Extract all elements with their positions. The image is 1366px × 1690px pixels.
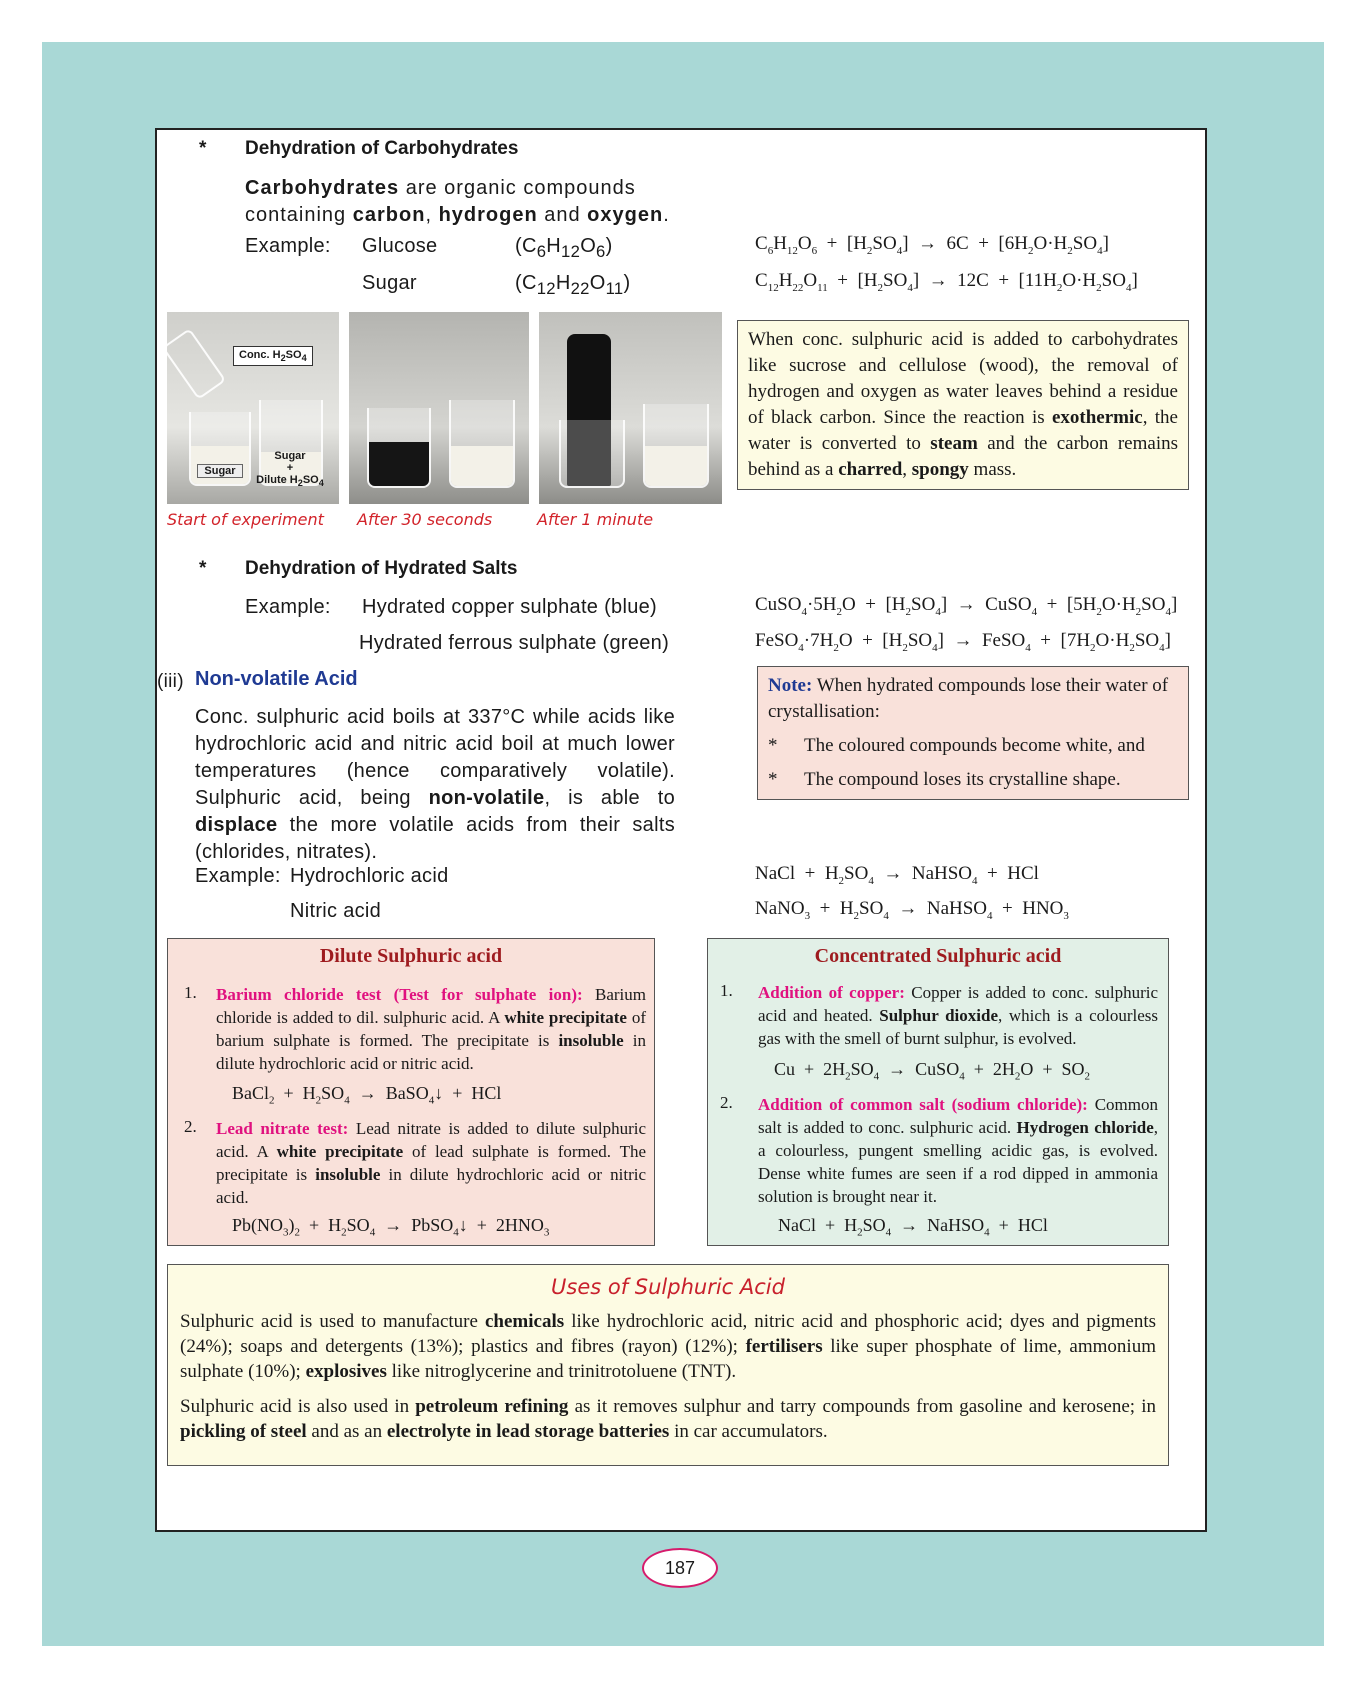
- glucose-formula: $(C_6H_{12}O_6)$: [515, 235, 613, 261]
- text: in dilute hydrochloric acid or nitric acid.: [216, 1031, 646, 1073]
- sugar-tag: Sugar: [197, 464, 243, 478]
- text: Lead nitrate is added to dilute sulphuric acid. A: [216, 1119, 646, 1161]
- item-number: 1.: [184, 983, 197, 1002]
- info-box-charring: [737, 320, 1189, 490]
- bold-exothermic: exothermic: [1051, 407, 1143, 428]
- note-item-text: The coloured compounds become white, and: [804, 735, 1145, 756]
- text: and the carbon remains behind as a: [748, 433, 1178, 480]
- photo-panel-start: [167, 312, 339, 504]
- control-beaker: [449, 400, 515, 488]
- bold: white precipitate: [276, 1142, 404, 1161]
- text: the more volatile acids from their salts (chlorides, nitrates).: [195, 814, 675, 863]
- note-item-text: The compound loses its crystalline shape.: [804, 769, 1121, 790]
- bold-carbon: carbon: [352, 204, 426, 226]
- text: and as an: [306, 1421, 387, 1442]
- bold: Sulphur dioxide: [879, 1006, 998, 1025]
- text: When hydrated compounds lose their water of crystallisation:: [768, 675, 1169, 722]
- bold: electrolyte in lead storage batteries: [386, 1421, 670, 1442]
- text: as it removes sulphur and tarry compounds from gasoline and kerosene; in: [568, 1396, 1156, 1417]
- caption-1min: After 1 minute: [537, 510, 654, 529]
- conc-h2so4-label: Conc. $H_2SO_4$: [233, 346, 313, 366]
- tag-line: +: [286, 462, 294, 474]
- black-beaker: [559, 420, 625, 488]
- bold: chemicals: [485, 1311, 565, 1332]
- ferrous-sulphate-equation: $FeSO_4\cdot 7H_2O + [H_2SO_4]$ → FeSO$_4$ + $[7H_2O\cdot H_2SO_4]$: [755, 630, 1171, 654]
- copper-sulphate-label: Hydrated copper sulphate (blue): [362, 596, 658, 618]
- carbohydrates-intro: [245, 175, 715, 229]
- bold-steam: steam: [930, 433, 978, 454]
- tag-line: Dilute $H_2SO_4$: [256, 474, 324, 489]
- experiment-photo: [167, 312, 722, 504]
- text: ,: [425, 204, 439, 226]
- text: of lead sulphate is formed. The precipitate is: [216, 1142, 647, 1184]
- bullet: *: [199, 138, 207, 159]
- uses-title: Uses of Sulphuric Acid: [551, 1275, 785, 1299]
- dilute-acid-box: [167, 938, 655, 1246]
- bold-spongy: spongy: [911, 459, 969, 480]
- bold-hydrogen: hydrogen: [438, 204, 538, 226]
- bullet: *: [199, 558, 207, 579]
- example-label: Example:: [245, 596, 331, 618]
- section-heading-nonvolatile: Non-volatile Acid: [195, 668, 358, 690]
- section-heading-hydrated: Dehydration of Hydrated Salts: [245, 558, 518, 579]
- text: Barium chloride is added to dil. sulphuric acid. A: [216, 985, 646, 1027]
- concentrated-acid-box: [707, 938, 1169, 1246]
- charring-beaker: [367, 408, 431, 488]
- bold: insoluble: [315, 1165, 381, 1184]
- sugar-equation: $C_{12}H_{22}O_{11} + [H_2SO_4] \to 12C + [11H_2O\cdot H_2SO_4]$: [755, 270, 1138, 294]
- bold: petroleum refining: [415, 1396, 569, 1417]
- sugar-label: Sugar: [362, 272, 417, 294]
- copper-test-text: [758, 981, 1158, 1050]
- caption-start: Start of experiment: [167, 510, 324, 529]
- glucose-equation: $C_6H_{12}O_6 + [H_2SO_4] \to 6C + [6H_2O\cdot H_2SO_4]$: [755, 233, 1109, 257]
- carbohydrates-bold: Carbohydrates: [245, 177, 400, 199]
- test-heading: Addition of common salt (sodium chloride):: [758, 1095, 1088, 1114]
- text: like hydrochloric acid, nitric acid and phosphoric acid; dyes and pigments (24%); soaps and detergents (13%); plastics and fibres (rayon) (12%);: [180, 1311, 1157, 1357]
- text: Copper is added to conc. sulphuric acid and heated.: [758, 983, 1158, 1025]
- bold-charred: charred: [838, 459, 903, 480]
- test-heading: Barium chloride test (Test for sulphate ion):: [216, 985, 583, 1004]
- test-heading: Addition of copper:: [758, 983, 905, 1002]
- text: When conc. sulphuric acid is added to carbohydrates like sucrose and cellulose (wood), the removal of hydrogen and oxygen as water leaves behind a residue of black carbon. Since the reaction is: [748, 329, 1178, 428]
- text: in dilute hydrochloric acid or nitric acid.: [216, 1165, 646, 1207]
- text: in car accumulators.: [669, 1421, 828, 1442]
- test-heading: Lead nitrate test:: [216, 1119, 349, 1138]
- nitric-label: Nitric acid: [290, 900, 382, 922]
- nitric-equation: NaNO$_3$ + $H_2SO_4$ → NaHSO$_4$ + $HNO_3$: [755, 898, 1069, 922]
- concentrated-title: Concentrated Sulphuric acid: [814, 945, 1062, 967]
- uses-paragraph-1: [180, 1309, 1156, 1384]
- tag-line: Sugar: [274, 450, 306, 462]
- page-number: 187: [642, 1548, 718, 1588]
- nonvolatile-text: [195, 704, 675, 866]
- barium-equation: BaCl$_2$ + $H_2SO_4$ → BaSO$_4$↓ + HCl: [232, 1083, 502, 1107]
- barium-test-text: [216, 983, 646, 1075]
- bold-non-volatile: non-volatile: [428, 787, 545, 809]
- text: , the water is converted to: [748, 407, 1178, 454]
- uses-paragraph-2: [180, 1394, 1156, 1444]
- text: are organic compounds containing: [245, 177, 636, 226]
- caption-30s: After 30 seconds: [357, 510, 493, 529]
- example-label: Example:: [195, 865, 281, 887]
- ferrous-sulphate-label: Hydrated ferrous sulphate (green): [359, 632, 670, 654]
- text: of barium sulphate is formed. The precipitate is: [216, 1008, 646, 1050]
- text: Sulphuric acid is also used in: [180, 1396, 416, 1417]
- text: , which is a colourless gas with the smell of burnt sulphur, is evolved.: [758, 1006, 1158, 1048]
- section-heading-carbohydrates: Dehydration of Carbohydrates: [245, 138, 519, 159]
- bold: insoluble: [558, 1031, 624, 1050]
- note-label: Note:: [768, 675, 813, 696]
- bullet: *: [768, 735, 778, 756]
- bold-oxygen: oxygen: [587, 204, 664, 226]
- example-label: Example:: [245, 235, 331, 257]
- text: and: [537, 204, 588, 226]
- note-item: [768, 733, 1178, 759]
- salt-test-text: [758, 1093, 1158, 1208]
- item-number: 2.: [720, 1093, 733, 1112]
- lead-test-text: [216, 1117, 646, 1209]
- lead-equation: $Pb(NO_3)_2 + H_2SO_4$ → PbSO$_4$↓ + $2HNO_3$: [232, 1215, 550, 1239]
- text: like nitroglycerine and trinitrotoluene (TNT).: [386, 1361, 737, 1382]
- text: Common salt is added to conc. sulphuric acid.: [758, 1095, 1158, 1137]
- bold: pickling of steel: [180, 1421, 307, 1442]
- hcl-label: Hydrochloric acid: [290, 865, 449, 887]
- text: like super phosphate of lime, ammonium sulphate (10%);: [180, 1336, 1156, 1382]
- salt-equation: NaCl + $H_2SO_4$ → NaHSO$_4$ + HCl: [778, 1215, 1048, 1239]
- sugar-formula: $(C_{12}H_{22}O_{11})$: [515, 272, 631, 298]
- uses-box: [167, 1264, 1169, 1466]
- section-number: (iii): [157, 671, 184, 692]
- text: , a colourless, pungent smelling acidic gas, is evolved. Dense white fumes are seen if a rod dipped in ammonia solution is brought near it.: [758, 1118, 1158, 1206]
- bullet: *: [768, 769, 778, 790]
- text: , is able to: [544, 787, 675, 809]
- copper-sulphate-equation: $CuSO_4\cdot 5H_2O + [H_2SO_4]$ → CuSO$_4$ + $[5H_2O\cdot H_2SO_4]$: [755, 594, 1178, 618]
- sugar-dilute-tag: [251, 450, 329, 489]
- text: .: [663, 204, 670, 226]
- photo-panel-30s: [349, 312, 529, 504]
- bold: fertilisers: [745, 1336, 823, 1357]
- note-item: [768, 767, 1178, 793]
- item-number: 2.: [184, 1117, 197, 1136]
- control-beaker: [643, 404, 709, 488]
- item-number: 1.: [720, 981, 733, 1000]
- photo-divider: [529, 312, 539, 504]
- text: mass.: [968, 459, 1017, 480]
- hcl-equation: NaCl + $H_2SO_4$ → NaHSO$_4$ + HCl: [755, 863, 1039, 887]
- bold: explosives: [305, 1361, 387, 1382]
- textbook-page: [155, 128, 1207, 1532]
- copper-equation: $Cu + 2H_2SO_4$ → CuSO$_4$ + $2H_2O + SO_2$: [774, 1059, 1091, 1083]
- text: ,: [902, 459, 912, 480]
- glucose-label: Glucose: [362, 235, 438, 257]
- note-intro: [768, 673, 1178, 725]
- bold: Hydrogen chloride: [1016, 1118, 1154, 1137]
- dilute-title: Dilute Sulphuric acid: [319, 945, 503, 967]
- note-box: [757, 666, 1189, 800]
- text: Conc. sulphuric acid boils at 337°C while acids like hydrochloric acid and nitric acid boil at much lower temperatures (hence comparatively volatile). Sulphuric acid, being: [195, 706, 675, 809]
- text: Sulphuric acid is used to manufacture: [180, 1311, 485, 1332]
- bold-displace: displace: [195, 814, 278, 836]
- bold: white precipitate: [504, 1008, 627, 1027]
- photo-divider: [339, 312, 349, 504]
- pouring-beaker: [162, 328, 227, 400]
- photo-panel-1min: [539, 312, 722, 504]
